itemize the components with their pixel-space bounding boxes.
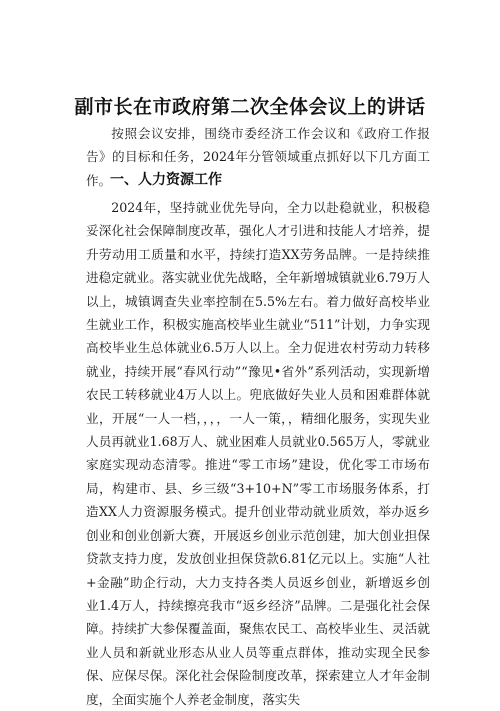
section-heading: 一、人力资源工作 — [110, 172, 222, 188]
document-title: 副市长在市政府第二次全体会议上的讲话 — [74, 96, 426, 118]
body-paragraph: 2024年，坚持就业优先导向，全力以赴稳就业，积极稳妥深化社会保障制度改革，强化人才引进和技能人才培养，提升劳动用工质量和水平，持续打造XX劳务品牌。一是持续推进稳定就业。落实就业优先战略，全年新增城镇就业6.79万人以上，城镇调查失业率控制在5.5%左右。着力做好高校毕业生就业工作，积极实施高校毕业生就业“511”计划，力争实现高校毕业生总体就业6.5万人以上。全力促进农村劳动力转移就业，持续开展“春风行动”“豫见•省外”系列活动，实现新增农民工转移就业4万人以上。兜底做好失业人员和困难群体就业，开展“一人一档，，，，一人一策，，精细化服务，实现失业人员再就业1.68万人、就业困难人员就业0.565万人，零就业家庭实现动态清零。推进“零工市场”建设，优化零工市场布局，构建市、县、乡三级“3+10+N”零工市场服务体系，打造XX人力资源服务模式。提升创业带动就业质效，举办返乡创业和创业创新大赛，开展返乡创业示范创建，加大创业担保贷款支持力度，发放创业担保贷款6.81亿元以上。实施“人社+金融”助企行动，大力支持各类人员返乡创业，新增返乡创业1.4万人，持续擦亮我市“返乡经济”品牌。二是强化社会保障。持续扩大参保覆盖面，聚焦农民工、高校毕业生、灵活就业人员和新就业形态从业人员等重点群体，推动实现全民参保、应保尽保。深化社会保险制度改革，探索建立人才年金制度，全面实施个人养老金制度，落实失 — [86, 200, 430, 707]
intro-paragraph: 按照会议安排，围绕市委经济工作会议和《政府工作报告》的目标和任务，2024年分管领域重点抓好以下几方面工作。 — [86, 126, 430, 188]
